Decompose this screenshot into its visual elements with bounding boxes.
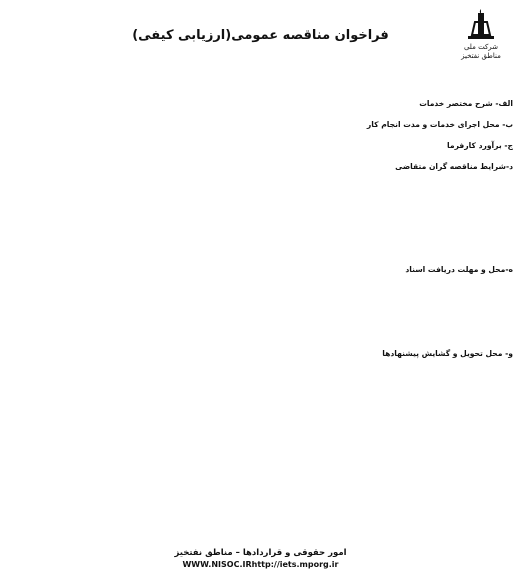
body-line <box>8 234 513 244</box>
body-line <box>8 390 513 400</box>
logo-text: شرکت ملی مناطق نفتخیز <box>461 43 501 60</box>
body-line <box>8 214 513 224</box>
body-line <box>8 297 513 307</box>
body-line <box>8 317 513 327</box>
body-line <box>8 78 513 88</box>
body-line <box>8 224 513 234</box>
body-line <box>8 276 513 286</box>
notice-header <box>8 6 513 64</box>
body-line <box>8 130 513 140</box>
notice-body <box>8 68 513 421</box>
body-line <box>8 245 513 255</box>
body-line <box>8 172 513 182</box>
body-line: ه-محل و مهلت دریافت اسناد <box>405 265 513 275</box>
body-line: و- محل تحویل و گشایش پیشنهادها <box>382 348 513 358</box>
body-line <box>8 328 513 338</box>
body-line <box>8 369 513 379</box>
body-line <box>8 193 513 203</box>
footer-organization: امور حقوقی و قراردادها – مناطق نفتخیز <box>174 548 347 558</box>
body-line <box>8 203 513 213</box>
body-line <box>8 89 513 99</box>
body-line <box>8 380 513 390</box>
notice-footer <box>8 547 513 570</box>
body-line <box>8 411 513 421</box>
body-line <box>8 110 513 120</box>
body-line: الف- شرح مختصر خدمات <box>419 99 513 109</box>
body-line <box>8 255 513 265</box>
body-line <box>8 401 513 411</box>
nioc-logo-icon <box>458 9 504 43</box>
body-line <box>8 286 513 296</box>
body-line: د-شرایط مناقصه گران متقاضی <box>395 161 513 171</box>
notice-title: فراخوان مناقصه عمومی(ارزیابی کیفی) <box>132 27 389 43</box>
body-line: ج- برآورد کارفرما <box>447 140 513 150</box>
body-line <box>8 151 513 161</box>
body-line: ب- محل اجرای خدمات و مدت انجام کار <box>366 119 513 129</box>
company-logo <box>449 9 513 61</box>
body-line <box>8 68 513 78</box>
body-line <box>8 359 513 369</box>
body-line <box>8 338 513 348</box>
body-line <box>8 307 513 317</box>
footer-url[interactable]: WWW.NISOC.IRhttp://iets.mporg.ir <box>182 560 339 569</box>
body-line <box>8 182 513 192</box>
